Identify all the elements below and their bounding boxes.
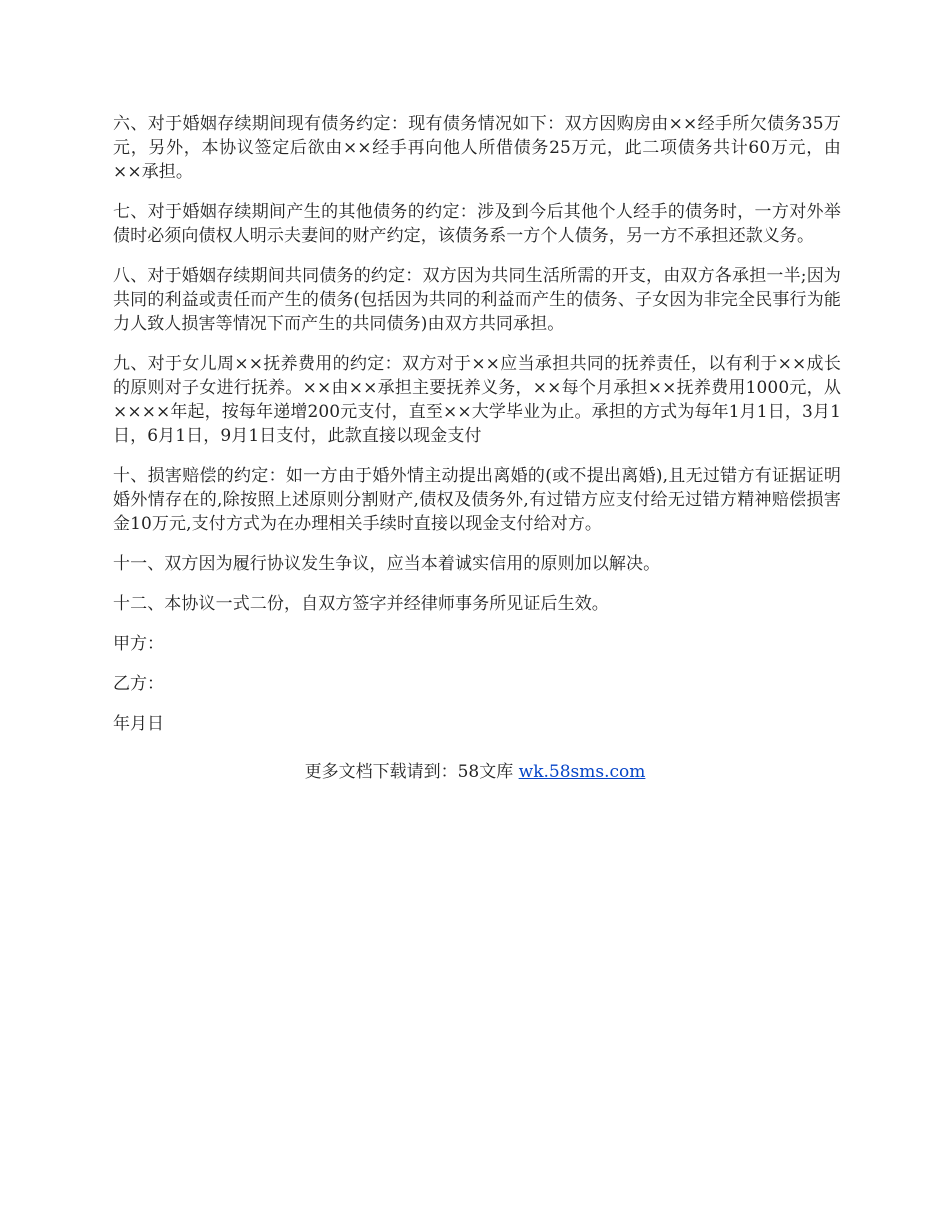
party-b-signature-label: 乙方： [113,674,164,694]
clause-8: 八、对于婚姻存续期间共同债务的约定：双方因为共同生活所需的开支，由双方各承担一半;因为共同的利益或责任而产生的债务(包括因为共同的利益而产生的债务、子女因为非完全民事行为能力人致人损害等情况下而产生的共同债务)由双方共同承担。 [113,266,841,334]
footer-link[interactable]: wk.58sms.com [518,762,646,782]
date-label: 年月日 [113,714,164,734]
clause-9: 九、对于女儿周××抚养费用的约定：双方对于××应当承担共同的抚养责任，以有利于××成长的原则对子女进行抚养。××由××承担主要抚养义务，××每个月承担××抚养费用1000元，从××××年起，按每年递增200元支付，直至××大学毕业为止。承担的方式为每年1月1日，3月1日，6月1日，9月1日支付，此款直接以现金支付 [113,354,841,446]
clause-6: 六、对于婚姻存续期间现有债务约定：现有债务情况如下：双方因购房由××经手所欠债务35万元，另外，本协议签定后欲由××经手再向他人所借债务25万元，此二项债务共计60万元，由××承担。 [113,114,841,182]
clause-12: 十二、本协议一式二份，自双方签字并经律师事务所见证后生效。 [113,594,609,614]
clause-10: 十、损害赔偿的约定：如一方由于婚外情主动提出离婚的(或不提出离婚),且无过错方有证据证明婚外情存在的,除按照上述原则分割财产,债权及债务外,有过错方应支付给无过错方精神赔偿损害金10万元,支付方式为在办理相关手续时直接以现金支付给对方。 [113,466,841,534]
document-body [113,112,841,752]
party-a-signature-label: 甲方： [113,634,164,654]
footer [0,760,950,784]
clause-11: 十一、双方因为履行协议发生争议，应当本着诚实信用的原则加以解决。 [113,554,661,574]
footer-text: 更多文档下载请到：58文库 [304,762,514,782]
clause-7: 七、对于婚姻存续期间产生的其他债务的约定：涉及到今后其他个人经手的债务时，一方对外举债时必须向债权人明示夫妻间的财产约定，该债务系一方个人债务，另一方不承担还款义务。 [113,202,841,246]
